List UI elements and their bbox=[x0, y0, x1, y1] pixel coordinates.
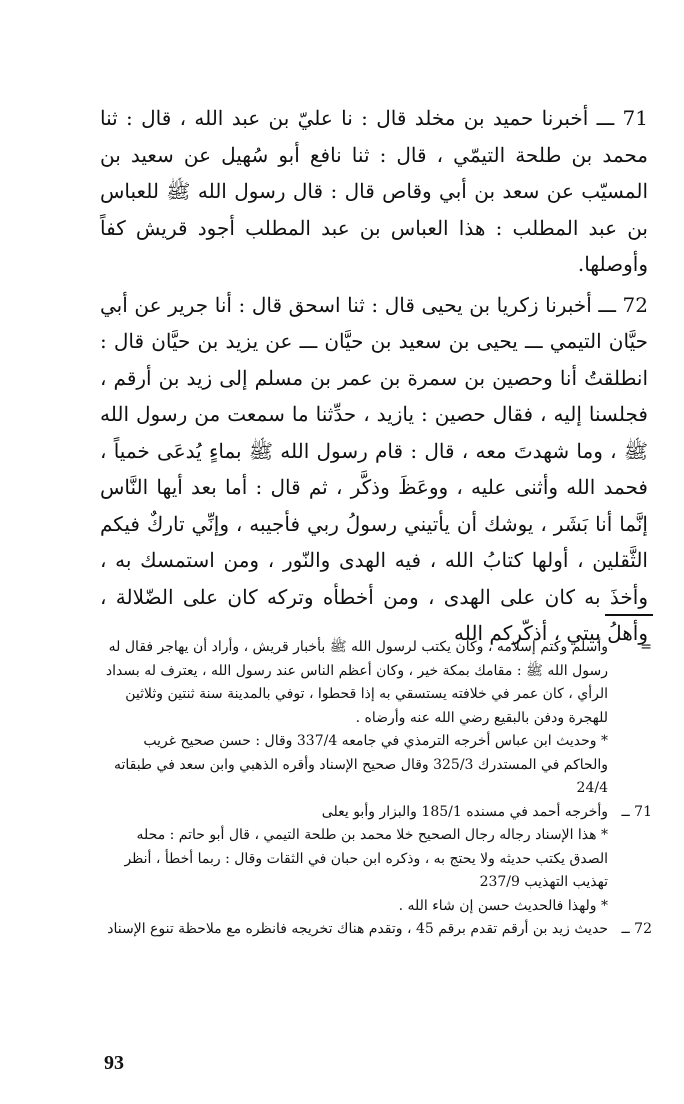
hadith-note: * وحديث ابن عباس أخرجه الترمذي في جامعه 337/4 وقال : حسن صحيح غريب والحاكم في المستدرك 325/3 وقال صحيح الإسناد وأقره الذهبي وابن سعد في طبقاته 24/4 bbox=[113, 733, 608, 796]
main-text bbox=[100, 100, 648, 652]
continuation-text: وأسلم وكتم إسلامه ، وكان يكتب لرسول الله ﷺ بأخبار قريش ، وأراد أن يهاجر فقال له رسول الله ﷺ : مقامك بمكة خير ، وكان أعظم الناس عند رسول الله ، يعترف له بسداد الرأي ، كان عمر في خلافته يستسقي به إذا قحطوا ، توفي بالمدينة سنة ثنتين وثلاثين للهجرة ودفن بالبقيع رضي الله عنه وأرضاه . bbox=[105, 639, 608, 726]
page-number: 93 bbox=[104, 1052, 124, 1074]
footnote-71-text: وأخرجه أحمد في مسنده 185/1 والبزار وأبو يعلى bbox=[321, 803, 608, 820]
footnotes bbox=[100, 636, 652, 942]
footnote-71-sub1: * هذا الإسناد رجاله رجال الصحيح خلا محمد بن طلحة التيمي ، قال أبو حاتم : محله الصدق يكتب حديثه ولا يحتج به ، وذكره ابن حبان في الثقات وقال : ربما أخطأ ، أنظر تهذيب التهذيب 237/9 bbox=[124, 827, 608, 890]
footnote-71-sub2: * ولهذا فالحديث حسن إن شاء الله . bbox=[398, 897, 608, 914]
footnote-71 bbox=[100, 801, 652, 919]
footnote-72-number: 72 ــ bbox=[621, 921, 652, 937]
footnote-continuation bbox=[100, 636, 652, 801]
footnote-separator bbox=[605, 614, 653, 616]
continuation-marker: = bbox=[640, 639, 652, 655]
hadith-71-paragraph: 71 ـــ أخبرنا حميد بن مخلد قال : نا عليّ بن عبد الله ، قال : ثنا محمد بن طلحة التيمّي ، قال : ثنا نافع أبو سُهيل عن سعيد بن المسيّب عن سعد بن أبي وقاص قال : قال رسول الله ﷺ للعباس بن عبد المطلب : هذا العباس بن عبد المطلب أجود قريش كفاً وأوصلها. bbox=[100, 106, 648, 276]
footnote-72 bbox=[100, 918, 652, 942]
footnote-71-number: 71 ــ bbox=[621, 803, 652, 820]
hadith-72-paragraph: 72 ـــ أخبرنا زكريا بن يحيى قال : ثنا اسحق قال : أنا جرير عن أبي حيَّان التيمي ـــ يحيى بن سعيد بن حيَّان ـــ عن يزيد بن حيَّان قال : انطلقتُ أنا وحصين بن سمرة بن عمر بن مسلم إلى زيد بن أرقم ، فجلسنا إليه ، فقال حصين : يازيد ، حدِّثنا ما سمعت من رسول الله ﷺ ، وما شهدتَ معه ، قال : قام رسول الله ﷺ بماءٍ يُدعَى خمياً ، فحمد الله وأثنى عليه ، ووعَظَ وذكَّر ، ثم قال : أما بعد أيها النَّاس إنَّما أنا بَشَر ، يوشك أن يأتيني رسولُ ربي فأجيبه ، وإنِّي تاركٌ فيكم الثَّقلين ، أولها كتابُ الله ، فيه الهدى والنّور ، ومن استمسك به ، وأخذَ به كان على الهدى ، ومن أخطأه وتركه كان على الضّلالة ، وأهلُ بيتي ، أذكّركم الله bbox=[100, 292, 648, 645]
footnote-72-text: حديث زيد بن أرقم تقدم برقم 45 ، وتقدم هناك تخريجه فانظره مع ملاحظة تنوع الإسناد bbox=[107, 921, 608, 937]
